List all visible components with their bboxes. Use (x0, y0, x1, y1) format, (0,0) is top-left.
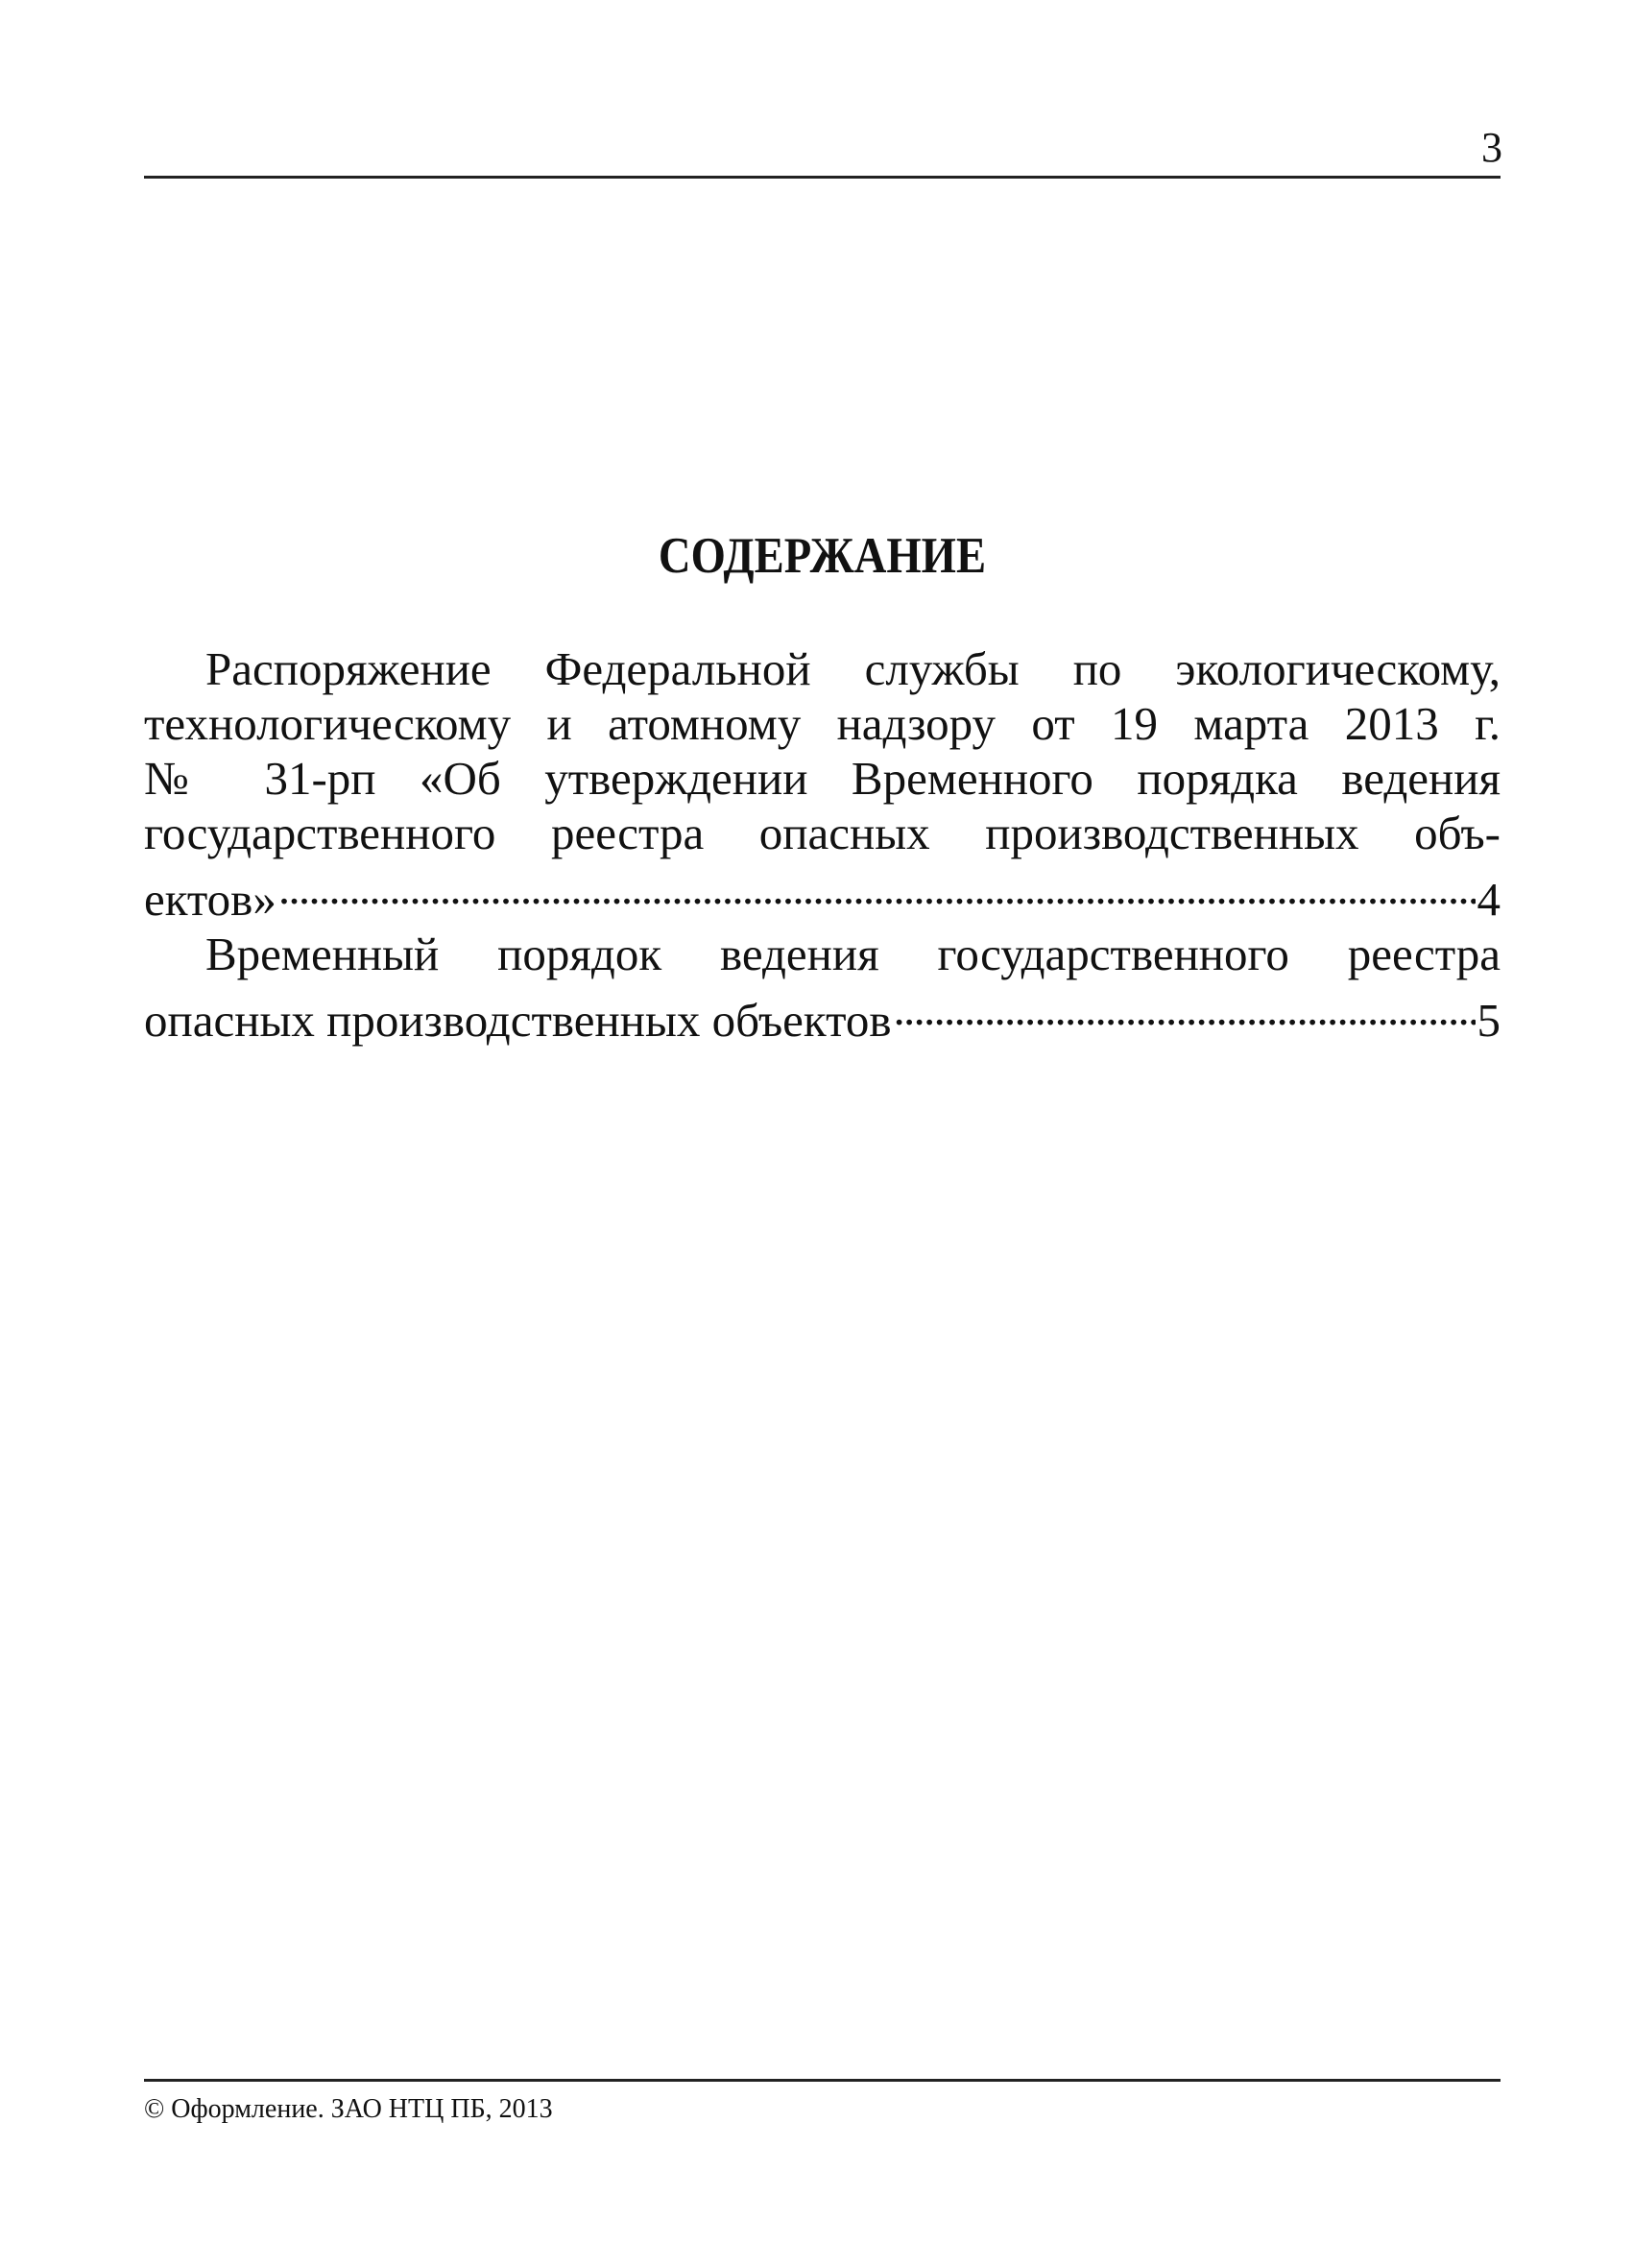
toc-entry-order[interactable] (144, 641, 1501, 927)
toc-entry-leader-line (144, 860, 1501, 927)
toc-entry-procedure[interactable] (144, 927, 1501, 1048)
toc-entry-text-line: технологическому и атомному надзору от 19 марта 2013 г. (144, 697, 1501, 750)
table-of-contents (144, 641, 1501, 1048)
toc-title: СОДЕРЖАНИЕ (658, 528, 987, 584)
header-rule (144, 176, 1501, 179)
page-number: 3 (1481, 124, 1502, 171)
dot-leader (893, 981, 1475, 1036)
footer-rule (144, 2079, 1501, 2082)
toc-entry-text-line: Распоряжение Федеральной службы по экологическому, (205, 642, 1501, 695)
toc-entry-text-line: государственного реестра опасных производственных объ- (144, 807, 1501, 859)
toc-entry-text-line: № 31-рп «Об утверждении Временного порядка ведения (144, 752, 1501, 805)
dot-leader (278, 860, 1476, 915)
toc-page-number: 4 (1477, 873, 1501, 926)
copyright-note: © Оформление. ЗАО НТЦ ПБ, 2013 (144, 2094, 553, 2124)
toc-entry-text-line: ектов» (144, 873, 276, 926)
toc-entry-leader-line (144, 981, 1501, 1048)
toc-entry-text-line: опасных производственных объектов (144, 994, 892, 1047)
toc-entry-text-line: Временный порядок ведения государственного реестра (205, 928, 1501, 980)
toc-page-number: 5 (1477, 994, 1501, 1047)
